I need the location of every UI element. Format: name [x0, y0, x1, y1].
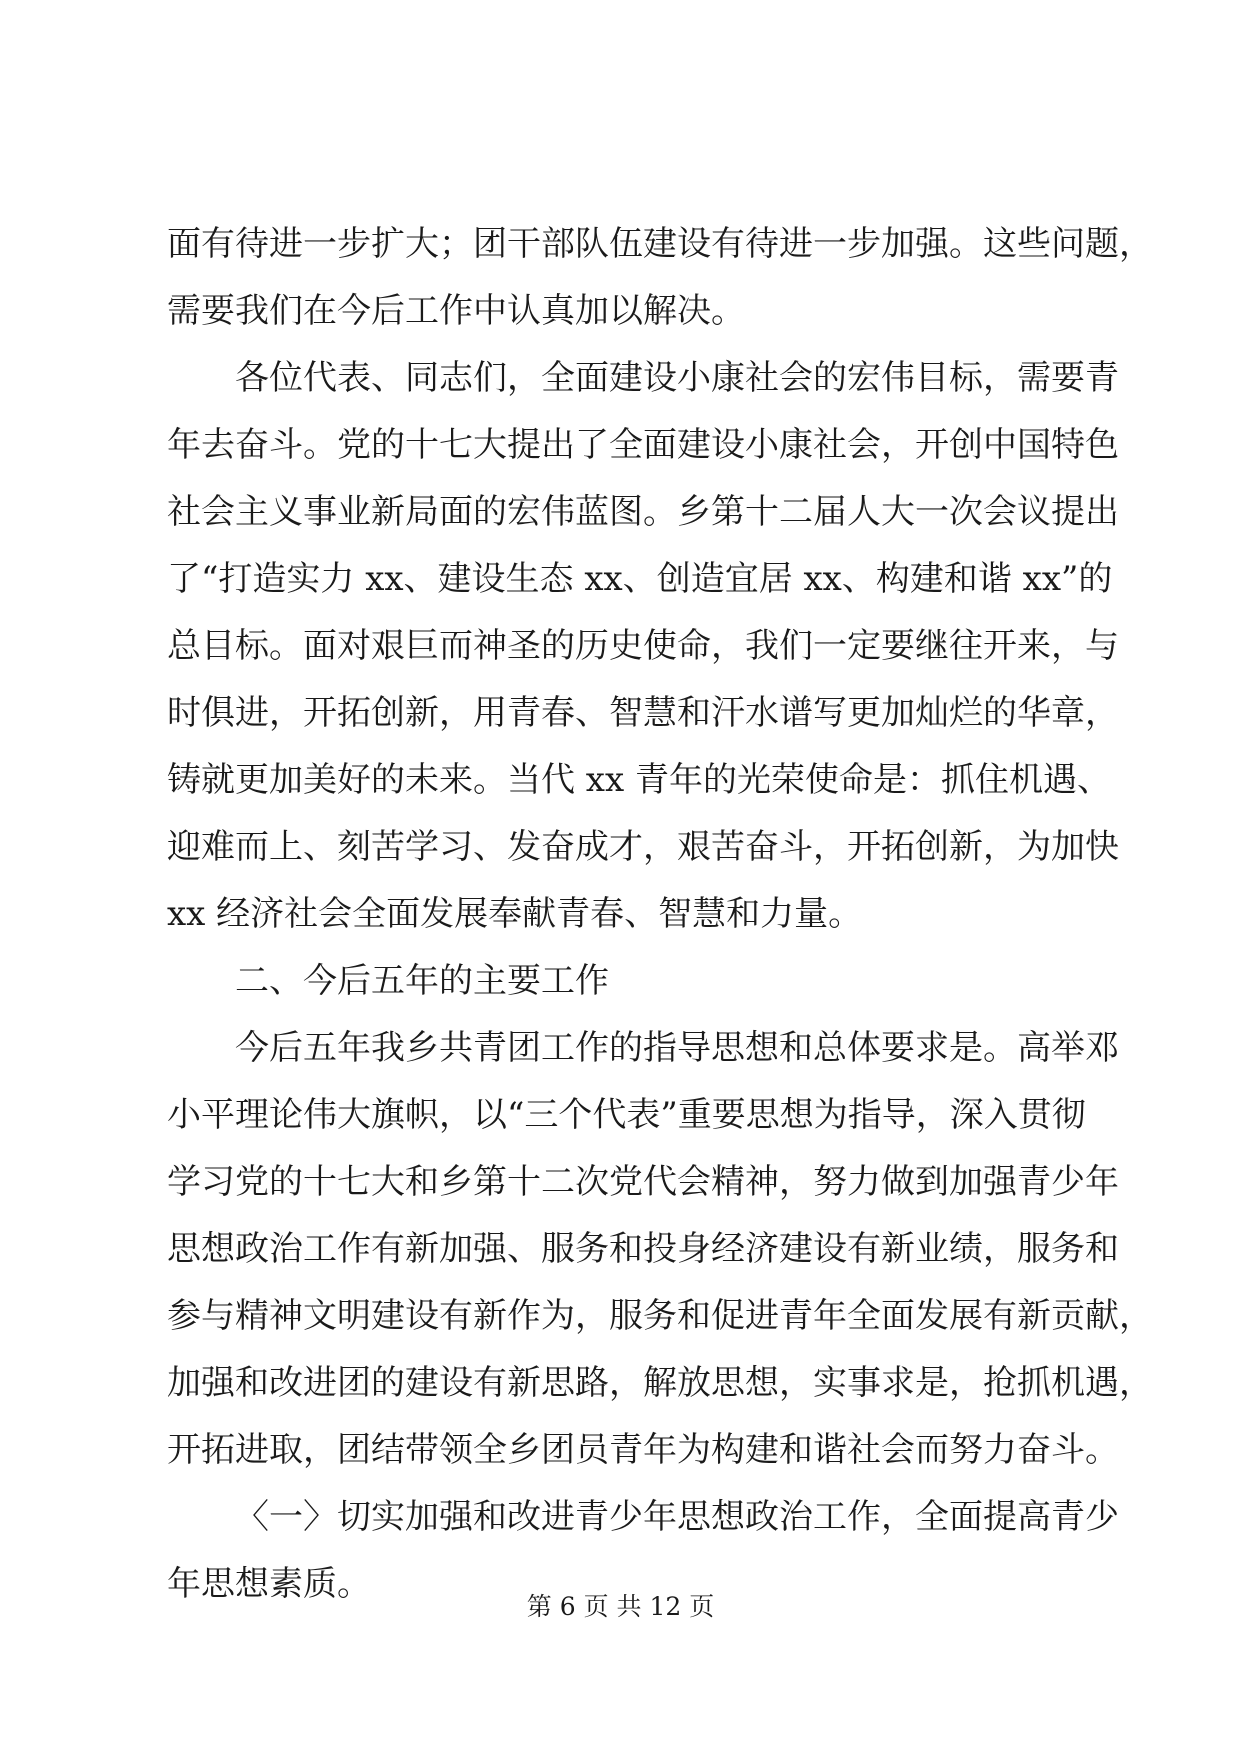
text-line: 年思想素质。	[167, 1564, 371, 1604]
text-line: 面有待进一步扩大；团干部队伍建设有待进一步加强。这些问题，	[167, 224, 1153, 264]
text-line: 今后五年我乡共青团工作的指导思想和总体要求是。高举邓	[235, 1028, 1119, 1068]
text-line: 参与精神文明建设有新作为，服务和促进青年全面发展有新贡献，	[167, 1296, 1153, 1336]
text-line: xx 经济社会全面发展奉献青春、智慧和力量。	[167, 894, 863, 934]
text-line: 迎难而上、刻苦学习、发奋成才，艰苦奋斗，开拓创新，为加快	[167, 827, 1119, 867]
text-line: 需要我们在今后工作中认真加以解决。	[167, 291, 745, 331]
text-line: 了“打造实力 xx、建设生态 xx、创造宜居 xx、构建和谐 xx”的	[167, 559, 1113, 599]
text-line: 二、今后五年的主要工作	[235, 961, 609, 1001]
page-footer: 第 6 页 共 12 页	[526, 1592, 715, 1621]
text-line: 〈一〉切实加强和改进青少年思想政治工作，全面提高青少	[235, 1497, 1119, 1537]
text-line: 思想政治工作有新加强、服务和投身经济建设有新业绩，服务和	[167, 1229, 1119, 1269]
text-line: 时俱进，开拓创新，用青春、智慧和汗水谱写更加灿烂的华章，	[167, 693, 1119, 733]
text-line: 开拓进取，团结带领全乡团员青年为构建和谐社会而努力奋斗。	[167, 1430, 1119, 1470]
text-line: 年去奋斗。党的十七大提出了全面建设小康社会，开创中国特色	[167, 425, 1119, 465]
text-line: 总目标。面对艰巨而神圣的历史使命，我们一定要继往开来，与	[167, 626, 1119, 666]
text-line: 小平理论伟大旗帜，以“三个代表”重要思想为指导，深入贯彻	[167, 1095, 1086, 1135]
body-text	[167, 211, 1153, 1618]
text-line: 加强和改进团的建设有新思路，解放思想，实事求是，抢抓机遇，	[167, 1363, 1153, 1403]
text-line: 铸就更加美好的未来。当代 xx 青年的光荣使命是：抓住机遇、	[167, 760, 1111, 800]
text-line: 学习党的十七大和乡第十二次党代会精神，努力做到加强青少年	[167, 1162, 1119, 1202]
text-line: 社会主义事业新局面的宏伟蓝图。乡第十二届人大一次会议提出	[167, 492, 1119, 532]
text-line: 各位代表、同志们，全面建设小康社会的宏伟目标，需要青	[235, 358, 1119, 398]
